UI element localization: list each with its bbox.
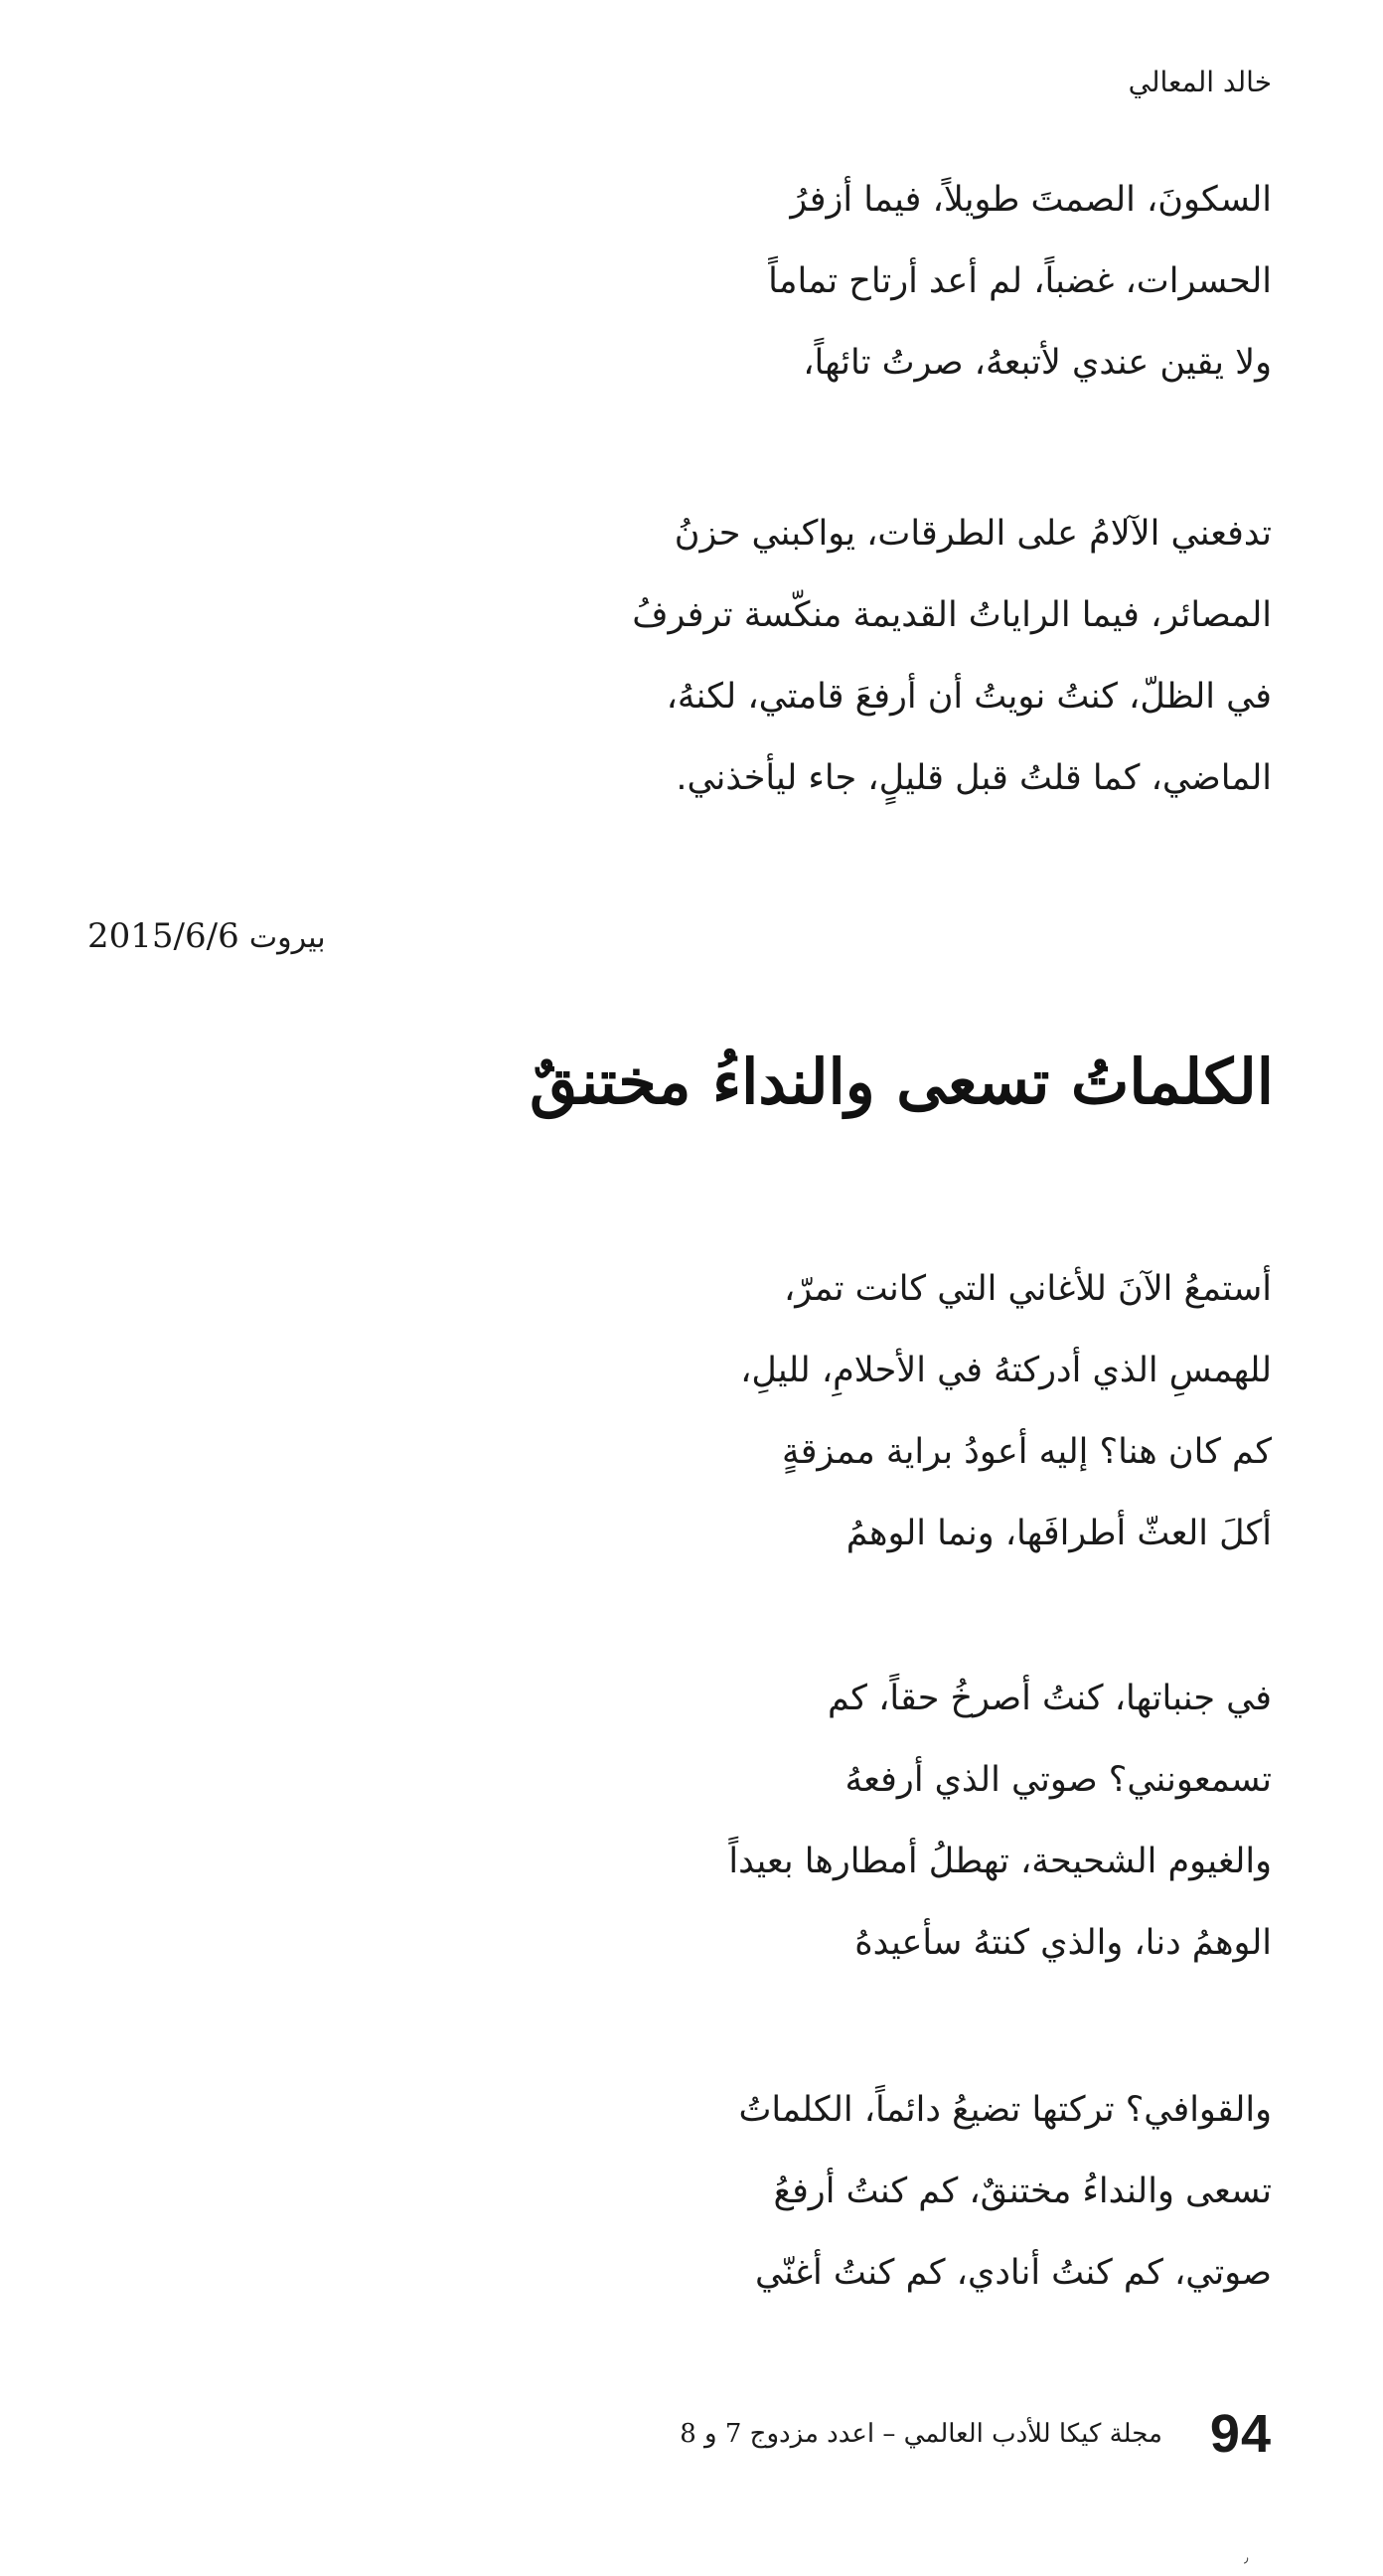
poem-line: الوهمُ دنا، والذي كنتهُ سأعيدهُ xyxy=(854,1923,1272,1963)
poem-line: تسعى والنداءُ مختنقٌ، كم كنتُ أرفعُ xyxy=(773,2172,1272,2211)
poem-line: الماضي، كما قلتُ قبل قليلٍ، جاء ليأخذني. xyxy=(676,758,1272,798)
poem-line: الحسرات، غضباً، لم أعد أرتاح تماماً xyxy=(768,261,1272,301)
poem-line: كم كان هنا؟ إليه أعودُ براية ممزقةٍ xyxy=(781,1432,1272,1472)
stanza-2 xyxy=(632,493,1272,819)
poem-line: والقوافي؟ تركتها تضيعُ دائماً، الكلماتُ xyxy=(738,2090,1272,2130)
poem-line: أستمعُ الآنَ للأغاني التي كانت تمرّ، xyxy=(783,1269,1272,1309)
poem-line: في الظلّ، كنتُ نويتُ أن أرفعَ قامتي، لكنهُ، xyxy=(666,677,1272,717)
stray-mark: ٫ xyxy=(1244,2550,1249,2566)
stanza-5 xyxy=(738,2069,1272,2314)
poem-line: في جنباتها، كنتُ أصرخُ حقاً، كم xyxy=(828,1679,1272,1718)
poem-line: ولا يقين عندي لأتبعهُ، صرتُ تائهاً، xyxy=(803,343,1272,383)
stanza-3 xyxy=(740,1248,1272,1574)
poem-line: للهمسِ الذي أدركتهُ في الأحلامِ، لليلِ، xyxy=(740,1351,1272,1390)
poem-line: أكلَ العثّ أطرافَها، ونما الوهمُ xyxy=(845,1514,1272,1553)
poem-line: والغيوم الشحيحة، تهطلُ أمطارها بعيداً xyxy=(728,1842,1272,1881)
journal-name: مجلة كيكا للأدب العالمي – اعدد مزدوج 7 و 8 xyxy=(680,2419,1162,2449)
poem-line: تدفعني الآلامُ على الطرقات، يواكبني حزنُ xyxy=(674,514,1272,554)
poem-title: الكلماتُ تسعى والنداءُ مختنقٌ xyxy=(530,1046,1274,1118)
stanza-1 xyxy=(768,159,1272,403)
stanza-4 xyxy=(728,1658,1272,1984)
dateline-city: بيروت xyxy=(248,920,326,955)
poem-line: تسمعونني؟ صوتي الذي أرفعهُ xyxy=(845,1760,1272,1800)
page-number: 94 xyxy=(1209,2404,1272,2464)
poem-line: السكونَ، الصمتَ طويلاً، فيما أزفرُ xyxy=(790,180,1272,220)
author-name: خالد المعالي xyxy=(1128,66,1272,98)
poem-line: صوتي، كم كنتُ أنادي، كم كنتُ أغنّي xyxy=(754,2253,1272,2293)
dateline xyxy=(87,916,326,956)
poem-line: المصائر، فيما الراياتُ القديمة منكّسة ترفرفُ xyxy=(632,595,1272,635)
dateline-date: 2015/6/6 xyxy=(87,916,239,956)
page-footer xyxy=(680,2403,1272,2465)
